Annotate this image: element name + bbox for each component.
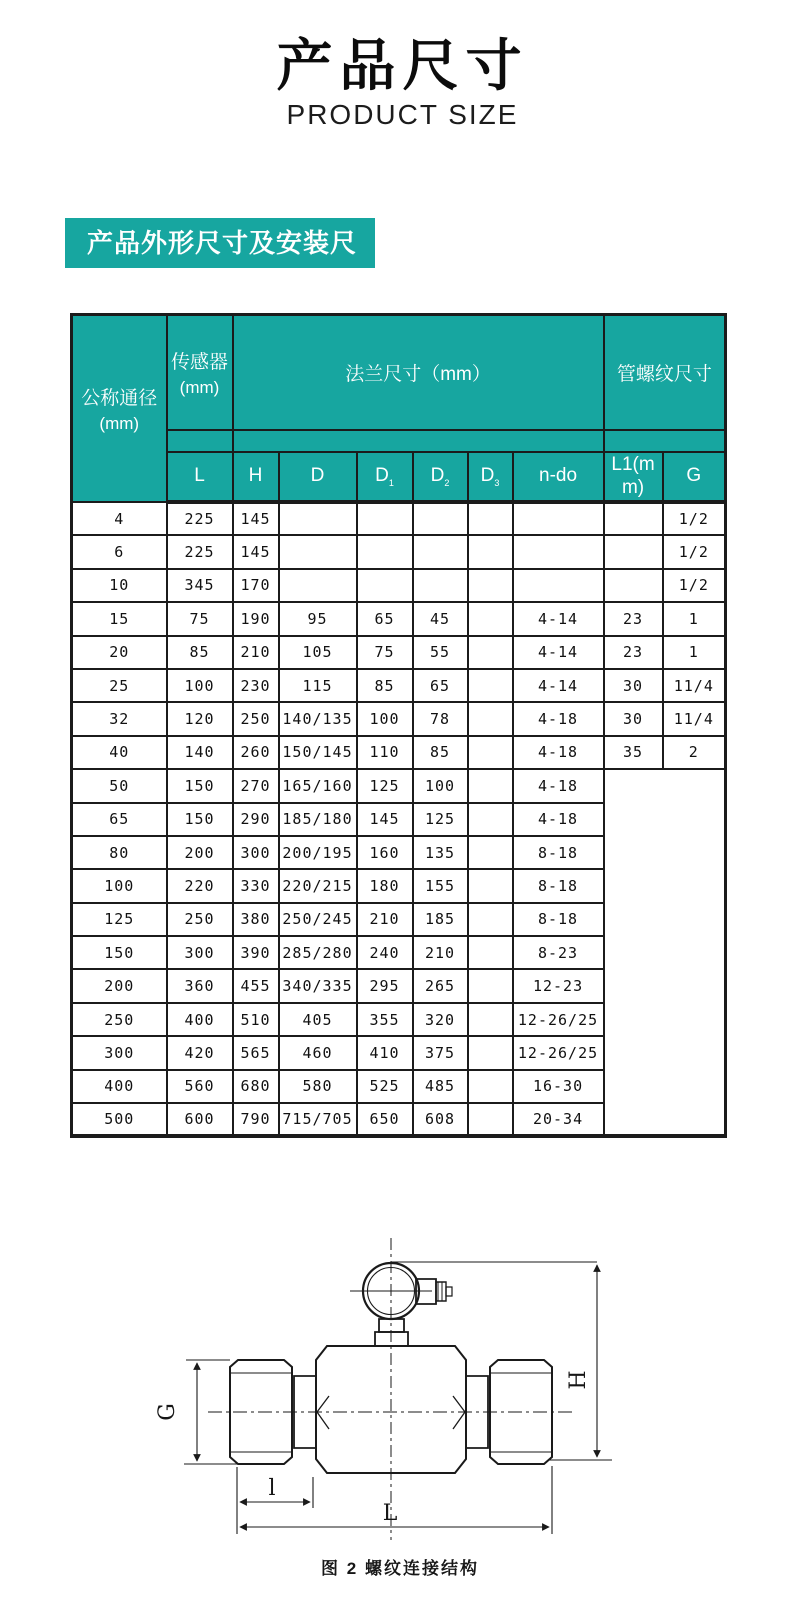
value-cell: 55 (413, 636, 468, 669)
value-cell: 400 (167, 1003, 233, 1036)
value-cell (604, 502, 663, 535)
dn-cell: 400 (72, 1070, 167, 1103)
value-cell: 790 (233, 1103, 279, 1136)
value-cell: 78 (413, 702, 468, 735)
table-row-dn-32 (72, 702, 726, 735)
h-dimension-label: H (566, 1370, 591, 1390)
dn-cell: 500 (72, 1103, 167, 1136)
value-cell: 608 (413, 1103, 468, 1136)
subheader-L: L (167, 452, 233, 503)
value-cell (468, 769, 513, 802)
value-cell: 23 (604, 602, 663, 635)
value-cell: 150/145 (279, 736, 357, 769)
subheader-H: H (233, 452, 279, 503)
value-cell (413, 502, 468, 535)
value-cell: 110 (357, 736, 413, 769)
value-cell (513, 502, 604, 535)
l-dimension-label: l (268, 1476, 276, 1501)
value-cell (279, 569, 357, 602)
strip-cell-sensor (167, 430, 233, 452)
merged-empty-cell (604, 769, 726, 1136)
value-cell (468, 1070, 513, 1103)
value-cell: 120 (167, 702, 233, 735)
dn-cell: 4 (72, 502, 167, 535)
value-cell: 140 (167, 736, 233, 769)
value-cell: 2 (663, 736, 726, 769)
value-cell: 85 (413, 736, 468, 769)
value-cell: 4-18 (513, 769, 604, 802)
dn-cell: 20 (72, 636, 167, 669)
value-cell (468, 969, 513, 1002)
table-row-dn-50 (72, 769, 726, 802)
value-cell: 75 (357, 636, 413, 669)
g-dimension-label: G (155, 1403, 180, 1421)
value-cell: 320 (413, 1003, 468, 1036)
table-row-dn-10 (72, 569, 726, 602)
value-cell: 100 (357, 702, 413, 735)
value-cell: 1 (663, 636, 726, 669)
dn-cell: 50 (72, 769, 167, 802)
value-cell: 200/195 (279, 836, 357, 869)
value-cell: 260 (233, 736, 279, 769)
value-cell (513, 569, 604, 602)
value-cell: 11/4 (663, 702, 726, 735)
value-cell: 1/2 (663, 502, 726, 535)
table-row-dn-6 (72, 535, 726, 568)
value-cell: 45 (413, 602, 468, 635)
value-cell (468, 535, 513, 568)
dn-cell: 25 (72, 669, 167, 702)
value-cell: 405 (279, 1003, 357, 1036)
dn-cell: 200 (72, 969, 167, 1002)
table-row-dn-40 (72, 736, 726, 769)
value-cell: 185/180 (279, 803, 357, 836)
value-cell: 360 (167, 969, 233, 1002)
value-cell (413, 569, 468, 602)
value-cell (468, 836, 513, 869)
header-nominal-diameter-line2: (mm) (99, 414, 140, 433)
value-cell: 455 (233, 969, 279, 1002)
value-cell: 510 (233, 1003, 279, 1036)
value-cell: 525 (357, 1070, 413, 1103)
dn-cell: 40 (72, 736, 167, 769)
value-cell: 180 (357, 869, 413, 902)
value-cell: 715/705 (279, 1103, 357, 1136)
value-cell: 12-26/25 (513, 1003, 604, 1036)
subheader-ndo: n-do (513, 452, 604, 503)
strip-cell-thread (604, 430, 726, 452)
value-cell: 290 (233, 803, 279, 836)
value-cell: 1/2 (663, 535, 726, 568)
value-cell: 155 (413, 869, 468, 902)
figure-caption: 图 2 螺纹连接结构 (321, 1559, 479, 1578)
value-cell: 165/160 (279, 769, 357, 802)
threaded-connection-diagram (150, 1225, 650, 1590)
value-cell: 420 (167, 1036, 233, 1069)
dn-cell: 300 (72, 1036, 167, 1069)
value-cell: 380 (233, 903, 279, 936)
value-cell: 8-18 (513, 869, 604, 902)
value-cell: 565 (233, 1036, 279, 1069)
value-cell (279, 535, 357, 568)
value-cell: 115 (279, 669, 357, 702)
dn-cell: 125 (72, 903, 167, 936)
value-cell: 100 (413, 769, 468, 802)
value-cell: 105 (279, 636, 357, 669)
value-cell: 135 (413, 836, 468, 869)
header-flange-size-label: 法兰尺寸（mm） (345, 363, 491, 385)
value-cell: 12-23 (513, 969, 604, 1002)
value-cell: 300 (233, 836, 279, 869)
value-cell: 265 (413, 969, 468, 1002)
dn-cell: 250 (72, 1003, 167, 1036)
value-cell (468, 869, 513, 902)
value-cell: 220 (167, 869, 233, 902)
value-cell (604, 569, 663, 602)
dn-cell: 100 (72, 869, 167, 902)
header-sensor (167, 315, 233, 430)
value-cell (468, 803, 513, 836)
value-cell: 390 (233, 936, 279, 969)
header-nominal-diameter-line1: 公称通径 (81, 388, 158, 409)
header-flange-size (233, 315, 604, 430)
value-cell: 11/4 (663, 669, 726, 702)
dn-cell: 10 (72, 569, 167, 602)
value-cell: 270 (233, 769, 279, 802)
header-pipe-thread-size-label: 管螺纹尺寸 (616, 363, 712, 385)
value-cell: 20-34 (513, 1103, 604, 1136)
value-cell (357, 502, 413, 535)
value-cell (468, 502, 513, 535)
value-cell: 150 (167, 769, 233, 802)
value-cell (513, 535, 604, 568)
value-cell: 145 (357, 803, 413, 836)
value-cell: 230 (233, 669, 279, 702)
value-cell: 345 (167, 569, 233, 602)
header-strip-row (72, 430, 726, 452)
value-cell (468, 903, 513, 936)
value-cell: 650 (357, 1103, 413, 1136)
dn-cell: 6 (72, 535, 167, 568)
value-cell: 250 (233, 702, 279, 735)
value-cell: 30 (604, 702, 663, 735)
head-connector-ribs (438, 1282, 442, 1301)
value-cell: 210 (413, 936, 468, 969)
subheader-D1: $D_1$ (357, 452, 413, 503)
value-cell: 295 (357, 969, 413, 1002)
value-cell: 355 (357, 1003, 413, 1036)
value-cell: 35 (604, 736, 663, 769)
value-cell: 250/245 (279, 903, 357, 936)
header-sensor-line2: (mm) (179, 377, 220, 397)
value-cell: 200 (167, 836, 233, 869)
L-dimension-label: L (382, 1501, 398, 1526)
dn-cell: 15 (72, 602, 167, 635)
value-cell (468, 1103, 513, 1136)
value-cell: 16-30 (513, 1070, 604, 1103)
subheader-G: G (663, 452, 726, 503)
value-cell: 560 (167, 1070, 233, 1103)
value-cell (604, 535, 663, 568)
value-cell: 580 (279, 1070, 357, 1103)
value-cell (357, 569, 413, 602)
value-cell: 285/280 (279, 936, 357, 969)
value-cell: 8-23 (513, 936, 604, 969)
dn-cell: 32 (72, 702, 167, 735)
value-cell: 340/335 (279, 969, 357, 1002)
header-pipe-thread-size (604, 315, 726, 430)
value-cell (357, 535, 413, 568)
subheader-row (72, 452, 726, 503)
value-cell (468, 1036, 513, 1069)
value-cell: 250 (167, 903, 233, 936)
value-cell: 240 (357, 936, 413, 969)
value-cell: 210 (233, 636, 279, 669)
value-cell: 8-18 (513, 903, 604, 936)
value-cell: 190 (233, 602, 279, 635)
value-cell: 125 (413, 803, 468, 836)
value-cell: 125 (357, 769, 413, 802)
value-cell: 145 (233, 502, 279, 535)
header-row-groups (72, 315, 726, 430)
value-cell (468, 669, 513, 702)
value-cell: 410 (357, 1036, 413, 1069)
value-cell (468, 702, 513, 735)
header-nominal-diameter (72, 315, 167, 503)
value-cell: 100 (167, 669, 233, 702)
subheader-D: D (279, 452, 357, 503)
table-row-dn-15 (72, 602, 726, 635)
value-cell: 375 (413, 1036, 468, 1069)
value-cell: 4-14 (513, 669, 604, 702)
table-body (72, 502, 726, 1136)
value-cell: 30 (604, 669, 663, 702)
subheader-D3: $D_3$ (468, 452, 513, 503)
table-row-dn-4 (72, 502, 726, 535)
value-cell: 75 (167, 602, 233, 635)
dn-cell: 150 (72, 936, 167, 969)
subheader-L1mm: L1(mm) (604, 452, 663, 503)
value-cell (279, 502, 357, 535)
subheader-D2: $D_2$ (413, 452, 468, 503)
value-cell: 300 (167, 936, 233, 969)
value-cell: 4-18 (513, 736, 604, 769)
value-cell: 185 (413, 903, 468, 936)
dn-cell: 80 (72, 836, 167, 869)
value-cell: 600 (167, 1103, 233, 1136)
value-cell: 160 (357, 836, 413, 869)
dn-cell: 65 (72, 803, 167, 836)
value-cell: 85 (357, 669, 413, 702)
table-row-dn-20 (72, 636, 726, 669)
value-cell: 95 (279, 602, 357, 635)
value-cell: 150 (167, 803, 233, 836)
value-cell: 23 (604, 636, 663, 669)
value-cell (468, 602, 513, 635)
section-banner: 产品外形尺寸及安装尺寸 (65, 218, 375, 268)
value-cell: 485 (413, 1070, 468, 1103)
value-cell: 330 (233, 869, 279, 902)
value-cell: 1 (663, 602, 726, 635)
value-cell: 220/215 (279, 869, 357, 902)
value-cell: 460 (279, 1036, 357, 1069)
value-cell (468, 636, 513, 669)
value-cell (468, 1003, 513, 1036)
value-cell: 65 (357, 602, 413, 635)
value-cell (413, 535, 468, 568)
head-connector-stud (446, 1287, 452, 1296)
value-cell: 8-18 (513, 836, 604, 869)
value-cell: 85 (167, 636, 233, 669)
value-cell: 225 (167, 502, 233, 535)
value-cell: 680 (233, 1070, 279, 1103)
value-cell: 140/135 (279, 702, 357, 735)
value-cell (468, 936, 513, 969)
page-subtitle: PRODUCT SIZE (286, 99, 519, 130)
value-cell: 4-18 (513, 803, 604, 836)
table-row-dn-25 (72, 669, 726, 702)
value-cell: 65 (413, 669, 468, 702)
dimension-table (70, 313, 727, 1138)
value-cell: 210 (357, 903, 413, 936)
page-title: 产品尺寸 (276, 34, 529, 97)
value-cell: 170 (233, 569, 279, 602)
header-sensor-line1: 传感器 (170, 351, 228, 373)
value-cell: 145 (233, 535, 279, 568)
value-cell (468, 736, 513, 769)
value-cell: 4-14 (513, 602, 604, 635)
strip-cell-flange (233, 430, 604, 452)
value-cell: 4-18 (513, 702, 604, 735)
value-cell: 1/2 (663, 569, 726, 602)
value-cell (468, 569, 513, 602)
value-cell: 225 (167, 535, 233, 568)
value-cell: 4-14 (513, 636, 604, 669)
value-cell: 12-26/25 (513, 1036, 604, 1069)
